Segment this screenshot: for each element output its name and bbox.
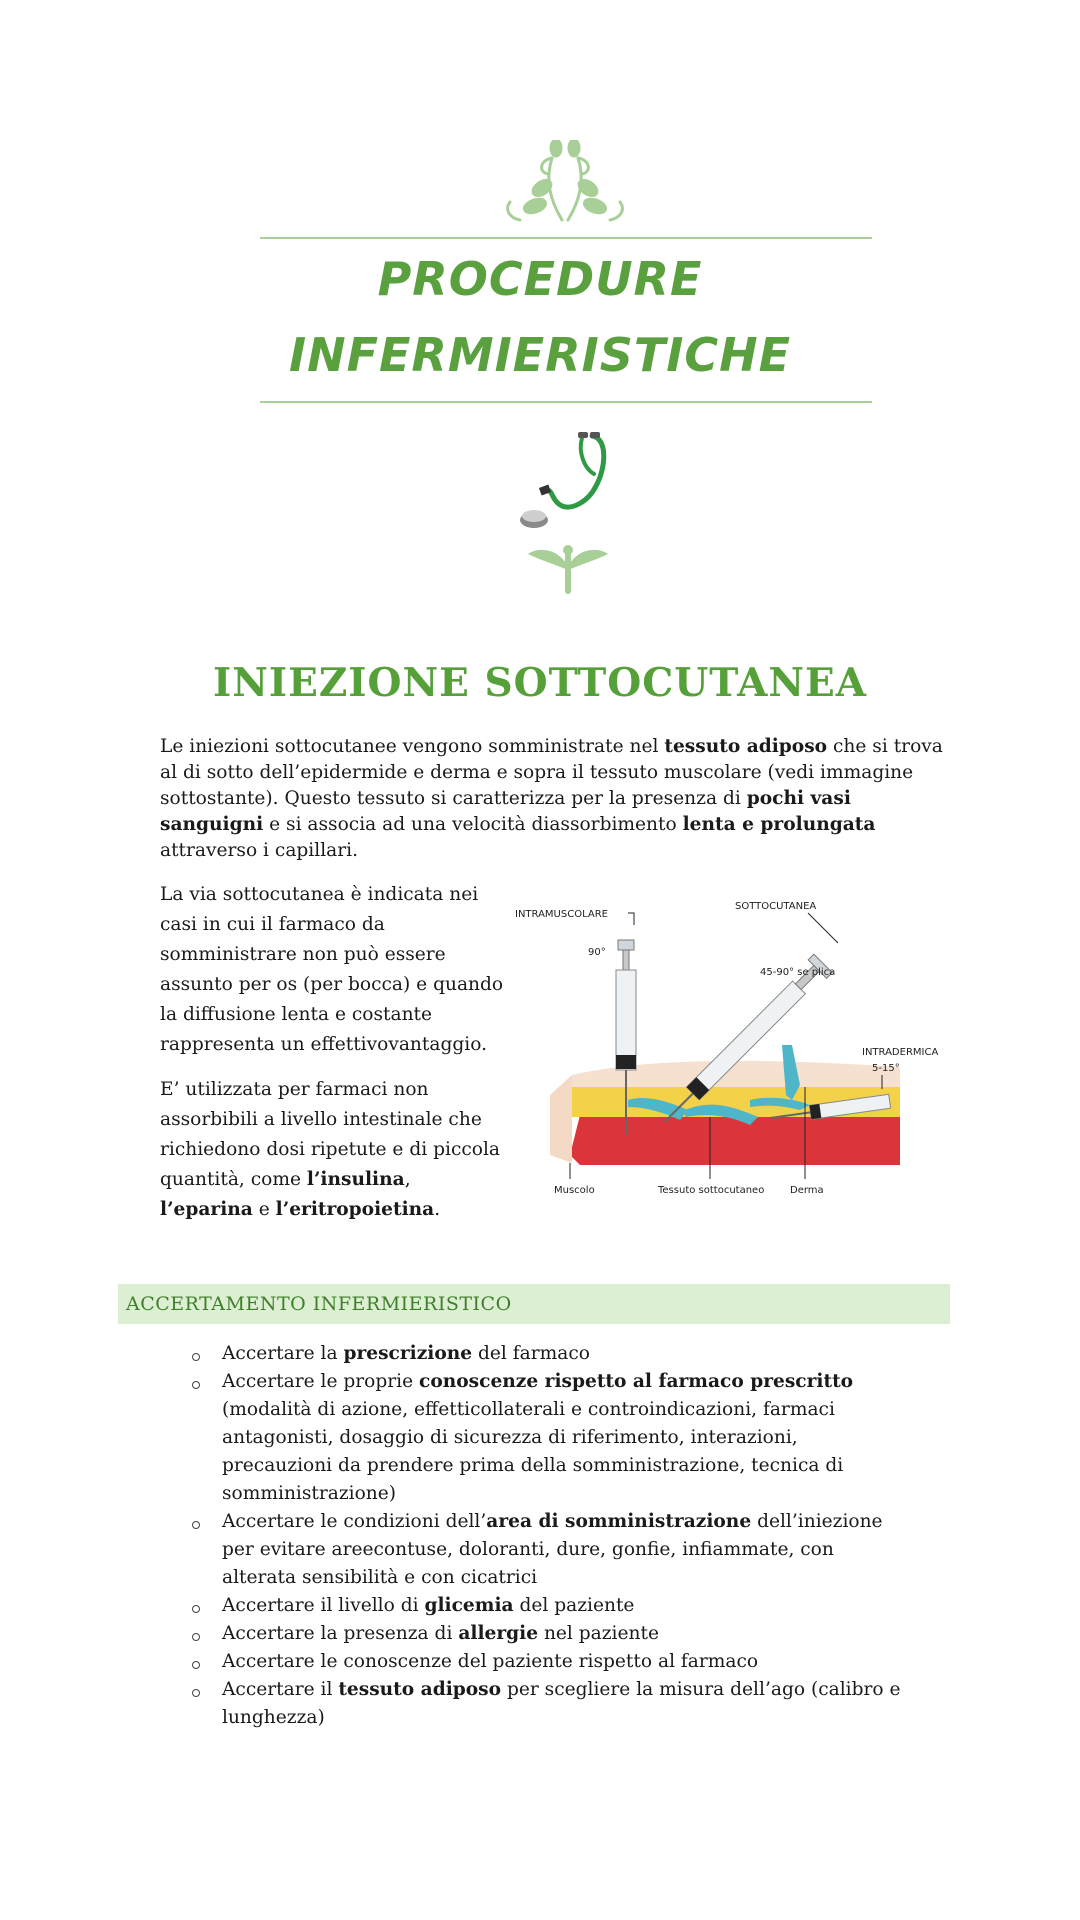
divider-bottom xyxy=(260,401,872,403)
item-text: dell’iniezione per evitare areecontuse, doloranti, dure, gonfie, infiammate, con alterata sensibilità e con cicatrici xyxy=(222,1511,883,1588)
assessment-heading-band xyxy=(118,1284,950,1324)
label-angle-id: 5-15° xyxy=(872,1063,900,1074)
item-text: Accertare le proprie xyxy=(222,1371,420,1392)
list-item xyxy=(150,1592,910,1620)
usage-text: e xyxy=(252,1199,276,1220)
intro-text: e si associa ad una velocità diassorbimento xyxy=(263,814,683,835)
item-bold: prescrizione xyxy=(343,1343,473,1364)
list-item xyxy=(150,1648,910,1676)
page-title-line1: PROCEDURE xyxy=(377,252,703,306)
section-title: INIEZIONE SOTTOCUTANEA xyxy=(212,660,868,706)
assessment-list xyxy=(150,1340,910,1732)
intro-text: attraverso i capillari. xyxy=(160,840,358,861)
label-muscle: Muscolo xyxy=(554,1185,595,1196)
muscle-layer xyxy=(570,1115,900,1165)
indication-paragraph: La via sottocutanea è indicata nei casi in cui il farmaco da somministrare non può essere assunto per os (per bocca) e quando la diffusione lenta e costante rappresenta un effettivovantaggio. xyxy=(160,884,504,1055)
page-title-line2: INFERMIERISTICHE xyxy=(288,328,792,382)
intramuscular-syringe xyxy=(616,940,688,1135)
label-intramuscular: INTRAMUSCOLARE xyxy=(515,909,608,920)
list-item xyxy=(150,1508,910,1592)
item-text: (modalità di azione, effetticollaterali e controindicazioni, farmaci antagonisti, dosaggio di sicurezza di riferimento, interazioni, precauzioni da prendere prima della somministrazione, tecnica di somministrazione) xyxy=(222,1399,844,1504)
item-bold: conoscenze rispetto al farmaco prescritto xyxy=(419,1371,854,1392)
usage-text: . xyxy=(434,1199,441,1220)
intro-bold-vessels: pochi vasi sanguigni xyxy=(160,788,851,835)
label-subcutaneous: SOTTOCUTANEA xyxy=(735,901,817,912)
list-item xyxy=(150,1368,910,1508)
item-text: Accertare la xyxy=(222,1343,344,1364)
item-bold: tessuto adiposo xyxy=(338,1679,502,1700)
intro-bold-adipose: tessuto adiposo xyxy=(664,736,828,757)
item-text: Accertare la presenza di xyxy=(222,1623,459,1644)
list-item xyxy=(150,1340,910,1368)
usage-bold-insulin: l’insulina xyxy=(306,1169,405,1190)
item-text: del farmaco xyxy=(472,1343,590,1364)
intro-bold-absorption: lenta e prolungata xyxy=(682,814,876,835)
leaf-ornament-icon xyxy=(490,140,640,230)
item-text: del paziente xyxy=(513,1595,635,1616)
intro-paragraph xyxy=(160,734,950,864)
label-dermis: Derma xyxy=(790,1185,824,1196)
item-bold: allergie xyxy=(458,1623,539,1644)
usage-text: , xyxy=(404,1169,411,1190)
sprout-ornament-icon xyxy=(526,540,610,596)
label-intradermal: INTRADERMICA xyxy=(862,1047,939,1058)
item-text: nel paziente xyxy=(538,1623,659,1644)
item-text: Accertare le condizioni dell’ xyxy=(222,1511,487,1532)
item-bold: area di somministrazione xyxy=(486,1511,752,1532)
usage-bold-erythropoietin: l’eritropoietina xyxy=(275,1199,435,1220)
item-bold: glicemia xyxy=(424,1595,514,1616)
item-text: Accertare il xyxy=(222,1679,339,1700)
list-item xyxy=(150,1676,910,1732)
label-subcutaneous-tissue: Tessuto sottocutaneo xyxy=(658,1185,765,1196)
list-item xyxy=(150,1620,910,1648)
assessment-heading: ACCERTAMENTO INFERMIERISTICO xyxy=(126,1293,512,1315)
stethoscope-icon xyxy=(510,428,620,538)
usage-paragraph xyxy=(160,1075,505,1225)
item-text: per scegliere la misura dell’ago (calibro e lunghezza) xyxy=(222,1679,901,1728)
intro-text: Le iniezioni sottocutanee vengono somministrate nel xyxy=(160,736,665,757)
item-text: Accertare il livello di xyxy=(222,1595,425,1616)
label-angle-im: 90° xyxy=(588,947,606,958)
item-text: Accertare le conoscenze del paziente rispetto al farmaco xyxy=(222,1651,759,1672)
intro-text: che si trova al di sotto dell’epidermide e derma e sopra il tessuto muscolare (vedi immagine sottostante). Questo tessuto si caratterizza per la presenza di xyxy=(160,736,943,809)
divider-top xyxy=(260,237,872,239)
injection-angles-figure xyxy=(510,895,940,1215)
usage-text: E’ utilizzata per farmaci non assorbibili a livello intestinale che richiedono dosi ripetute e di piccola quantità, come xyxy=(160,1079,500,1190)
label-angle-sc: 45-90° se plica xyxy=(760,967,836,978)
usage-bold-heparin: l’eparina xyxy=(160,1199,253,1220)
